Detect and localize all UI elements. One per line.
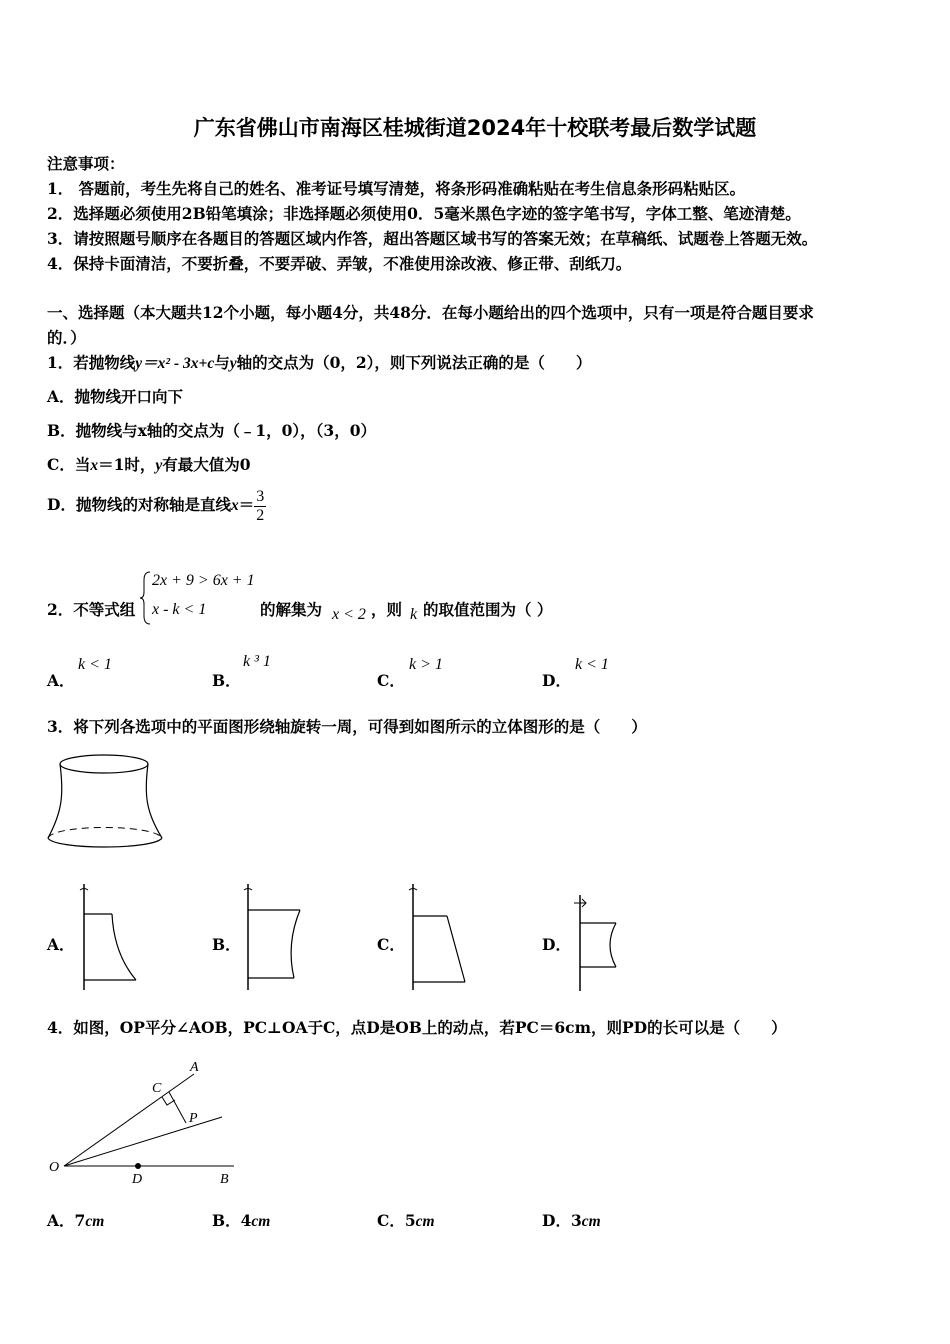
notice-item-3: 3．请按照题号顺序在各题目的答题区域内作答，超出答题区域书写的答案无效；在草稿纸、试题卷上答题无效。: [47, 229, 818, 248]
q1-option-b: B．抛物线与x轴的交点为（﹣1，0），（3，0）: [47, 421, 376, 440]
q1-c-x: x: [90, 457, 99, 474]
q1-suffix-a: 与: [214, 353, 230, 372]
q4-prefix: 4．如图，: [47, 1018, 120, 1037]
q2-mid: 的解集为: [260, 600, 323, 619]
q1-suffix-b: 轴的交点为（0，2），则下列说法正确的是（ ）: [236, 353, 592, 372]
q1-c-pre: C．当: [47, 455, 91, 474]
q2-k: k: [410, 606, 418, 623]
q4-c-label: C．5: [377, 1211, 416, 1230]
q2-option-a-expr: k < 1: [78, 656, 112, 673]
q1-option-a: A．抛物线开口向下: [47, 387, 184, 406]
label-o: O: [49, 1160, 60, 1175]
notice-item-4: 4．保持卡面清洁，不要折叠，不要弄破、弄皱，不准使用涂改液、修正带、刮纸刀。: [47, 254, 632, 273]
q2-system-line2: x - k < 1: [152, 601, 207, 618]
q2-mid2: ，则: [371, 600, 403, 619]
q4-d-unit: cm: [581, 1213, 601, 1230]
label-a: A: [190, 1060, 199, 1075]
q3-option-c: C．: [377, 935, 405, 954]
q4-a-unit: cm: [85, 1213, 105, 1230]
angle-figure: [44, 1056, 244, 1191]
q4-a-label: A．7: [47, 1211, 86, 1230]
q2-system-line1: 2x + 9 > 6x + 1: [152, 572, 255, 589]
q4-c-unit: cm: [415, 1213, 435, 1230]
q1-option-d: [47, 488, 266, 524]
page-title: 广东省佛山市南海区桂城街道2024年十校联考最后数学试题: [193, 116, 757, 140]
q2-option-d-expr: k < 1: [575, 656, 609, 673]
label-c: C: [152, 1081, 162, 1096]
q2-option-b-expr: k ³ 1: [243, 653, 271, 670]
section-heading-line2: 的．）: [47, 328, 86, 347]
notice-heading: 注意事项：: [47, 154, 125, 173]
q1-d-fraction: [254, 488, 266, 524]
q2-prefix: 2．不等式组: [47, 600, 136, 619]
q1-prefix: 1．若抛物线: [47, 353, 136, 372]
q1-d-eq: ＝: [238, 495, 255, 515]
q4-stem: [47, 1016, 787, 1038]
q2-option-a-label: A．: [47, 671, 75, 690]
fraction-numerator: 3: [256, 488, 265, 505]
q2-option-c-label: C．: [377, 671, 405, 690]
q4-option-d: [542, 1209, 601, 1231]
q1-c-y: y: [155, 457, 163, 474]
label-d: D: [132, 1172, 143, 1187]
q3-stem: 3．将下列各选项中的平面图形绕轴旋转一周，可得到如图所示的立体图形的是（ ）: [47, 717, 647, 736]
q1-c-post: 有最大值为0: [162, 455, 251, 474]
q3-option-b: B．: [212, 935, 241, 954]
q3-figure-d: [570, 893, 630, 993]
q3-figure-b: [238, 884, 308, 990]
q1-d-pre: D．抛物线的对称轴是直线: [47, 495, 231, 515]
q4-option-c: [377, 1209, 435, 1231]
q2-option-c-expr: k > 1: [409, 656, 443, 673]
q4-b-unit: cm: [251, 1213, 271, 1230]
notice-item-1: 1． 答题前，考生先将自己的姓名、准考证号填写清楚，将条形码准确粘贴在考生信息条形码粘贴区。: [47, 179, 746, 198]
q4-option-b: [212, 1209, 270, 1231]
q1-stem: [47, 351, 591, 373]
q4-d-label: D．3: [542, 1211, 582, 1230]
q2-option-d-label: D．: [542, 671, 571, 690]
q1-formula: y＝x² - 3x+c: [135, 355, 215, 372]
solid-figure: [44, 750, 170, 865]
q4-text: OP平分∠AOB，PC⊥OA于C，点D是OB上的动点，若PC＝6cm，则PD的长可以是（ ）: [119, 1018, 787, 1037]
notice-item-2: 2．选择题必须使用2B铅笔填涂；非选择题必须使用0．5毫米黑色字迹的签字笔书写，字体工整、笔迹清楚。: [47, 204, 801, 223]
q1-y: y: [229, 355, 237, 372]
label-p: P: [189, 1111, 198, 1126]
section-heading-line1: 一、选择题（本大题共12个小题，每小题4分，共48分．在每小题给出的四个选项中，只有一项是符合题目要求: [47, 303, 814, 322]
q3-option-a: A．: [47, 935, 75, 954]
q1-c-mid: ＝1时，: [98, 455, 156, 474]
q2-suffix: 的取值范围为（ ）: [423, 600, 553, 619]
q4-b-label: B．4: [212, 1211, 252, 1230]
label-b: B: [220, 1172, 229, 1187]
q4-option-a: [47, 1209, 104, 1231]
q3-option-d: D．: [542, 935, 571, 954]
q1-option-c: [47, 453, 251, 475]
q1-d-x: x: [230, 497, 239, 515]
q3-figure-c: [403, 884, 473, 990]
q2-solution: x < 2: [332, 606, 366, 623]
q2-option-b-label: B．: [212, 671, 241, 690]
q3-figure-a: [74, 884, 144, 990]
fraction-denominator: 2: [256, 506, 265, 524]
system-brace: [140, 570, 152, 626]
